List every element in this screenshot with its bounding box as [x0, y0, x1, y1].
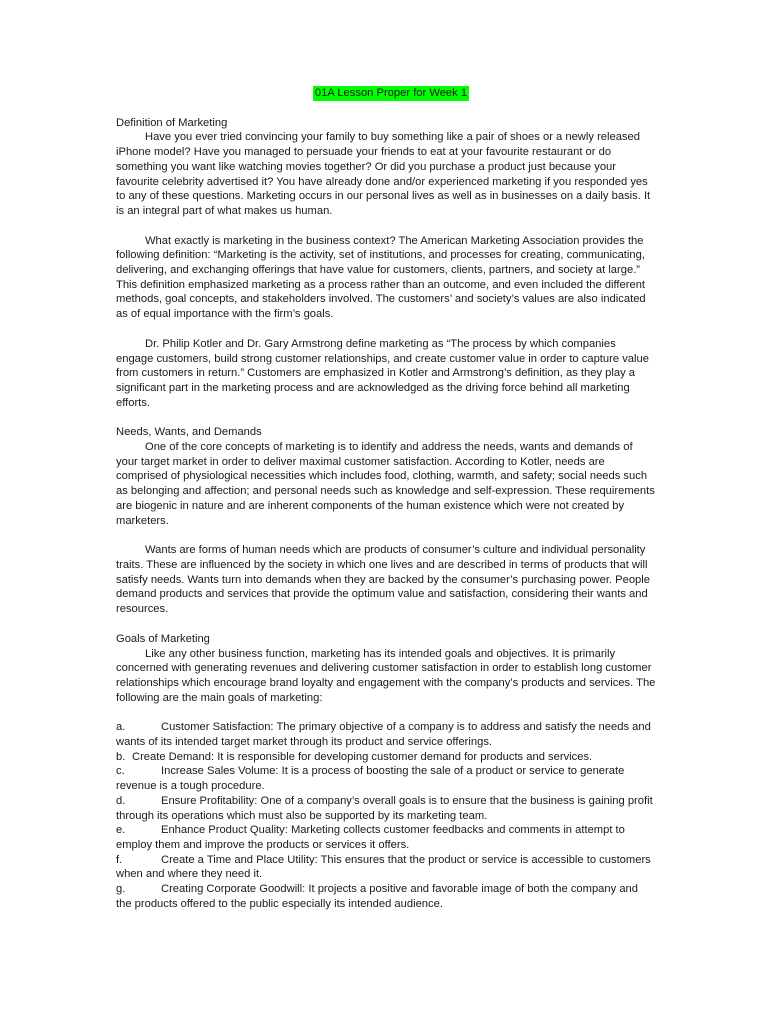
list-marker: g. [116, 883, 126, 896]
list-marker: c. [116, 765, 125, 778]
list-item-text: Customer Satisfaction: The primary objective of a company is to address and satisfy the needs and wants of its intended target market through its product and service offerings. [116, 721, 651, 749]
list-item-text: Create Demand: It is responsible for developing customer demand for products and services. [132, 750, 593, 763]
list-item-text: Enhance Product Quality: Marketing collects customer feedbacks and comments in attempt to employ them and improve the products or services it offers. [116, 824, 625, 851]
paragraph: What exactly is marketing in the business context? The American Marketing Association provides the following definition: “Marketing is the activity, set of institutions, and processes for creating, communicating, delivering, and exchanging offerings that have value for customers, clients, partners, and society at large.” This definition emphasized marketing as a process rather than an outcome, and even included the different methods, goal concepts, and stakeholders involved. The customers’ and society’s values are also indicated as of equal importance with the firm’s goals. [116, 234, 646, 321]
goals-list [116, 720, 656, 911]
list-item-text: Increase Sales Volume: It is a process of boosting the sale of a product or service to generate revenue is a tough procedure. [116, 765, 625, 793]
list-marker: d. [116, 794, 126, 807]
section-heading-definition: Definition of Marketing [116, 116, 228, 129]
list-item-text: Creating Corporate Goodwill: It projects a positive and favorable image of both the company and the products offered to the public especially its intended audience. [116, 883, 638, 910]
list-item [116, 853, 656, 882]
paragraph: Like any other business function, marketing has its intended goals and objectives. It is primarily concerned with generating revenues and delivering customer satisfaction in order to establish long customer relationships which encourage brand loyalty and engagement with the company’s products and services. The following are the main goals of marketing: [116, 647, 656, 704]
list-item [116, 794, 656, 823]
list-marker: a. [116, 721, 126, 734]
list-marker: e. [116, 824, 126, 837]
list-item-text: Create a Time and Place Utility: This ensures that the product or service is accessible to customers when and where they need it. [116, 853, 651, 881]
list-item [116, 823, 656, 852]
paragraph: Wants are forms of human needs which are products of consumer’s culture and individual personality traits. These are influenced by the society in which one lives and are described in terms of products that will satisfy needs. Wants turn into demands when they are backed by the consumer’s purchasing power. People demand products and services that provide the optimum value and satisfaction, considering their wants and resources. [116, 544, 650, 616]
list-marker: b. [116, 750, 126, 763]
list-item [116, 764, 656, 793]
list-item [116, 882, 656, 911]
page-title: 01A Lesson Proper for Week 1 [314, 87, 468, 99]
paragraph: Dr. Philip Kotler and Dr. Gary Armstrong define marketing as “The process by which companies engage customers, build strong customer relationships, and create customer value in order to capture value from customers in return.” Customers are emphasized in Kotler and Armstrong’s definition, as they play a significant part in the marketing process and are acknowledged as the driving force behind all marketing efforts. [116, 337, 649, 409]
paragraph: One of the core concepts of marketing is to identify and address the needs, wants and demands of your target market in order to deliver maximal customer satisfaction. According to Kotler, needs are comprised of physiological necessities which includes food, clothing, warmth, and safety; social needs such as belonging and affection; and personal needs such as knowledge and self-expression. These requirements are biogenic in nature and are inherent components of the human existence which were not created by marketers. [116, 441, 655, 527]
section-heading-goals: Goals of Marketing [116, 632, 210, 645]
paragraph: Have you ever tried convincing your family to buy something like a pair of shoes or a newly released iPhone model? Have you managed to persuade your friends to eat at your favourite restaurant or do something you want like watching movies together? Or did you purchase a product just because your favourite celebrity advertised it? You have already done and/or experienced marketing if you responded yes to any of these questions. Marketing occurs in our personal lives as well as in businesses on a daily basis. It is an integral part of what makes us human. [116, 131, 651, 217]
list-item [116, 750, 656, 765]
list-marker: f. [116, 853, 123, 866]
list-item [116, 720, 656, 749]
list-item-text: Ensure Profitability: One of a company’s overall goals is to ensure that the business is gaining profit through its operations which must also be supported by its marketing team. [116, 794, 653, 822]
title-line [116, 86, 656, 101]
section-heading-needs: Needs, Wants, and Demands [116, 426, 262, 439]
